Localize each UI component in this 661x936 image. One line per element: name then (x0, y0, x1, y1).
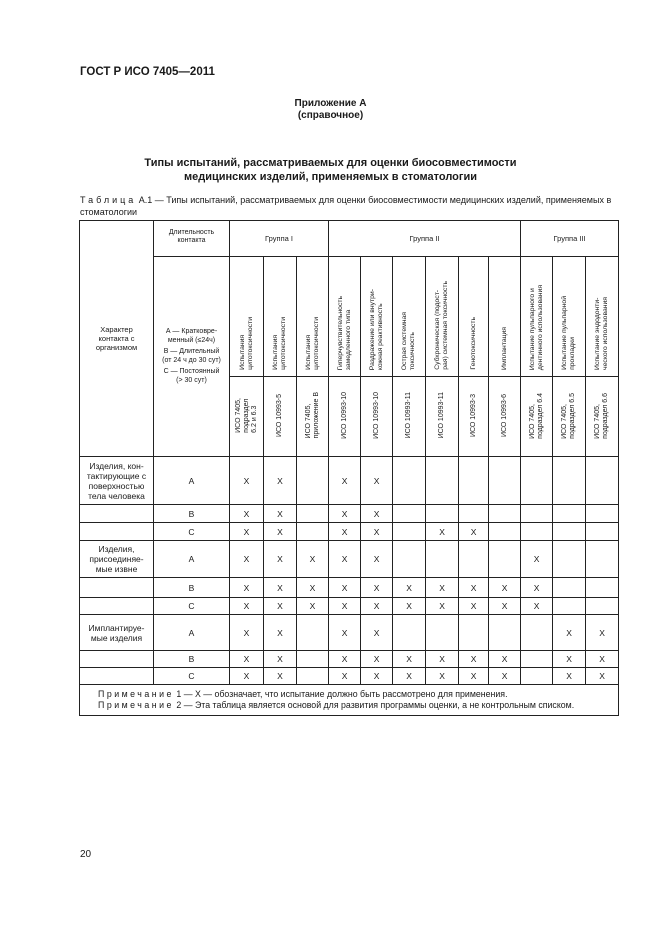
group-3-header: Группа III (521, 221, 619, 257)
table-row (80, 615, 619, 651)
table-row (80, 668, 619, 685)
test-applicability-cell (426, 505, 459, 523)
test-applicability-cell: X (329, 523, 361, 541)
duration-legend-a: А — Кратковре- менный (≤24ч) (165, 328, 218, 344)
caption-prefix: Таблица (80, 195, 137, 205)
test-applicability-cell (489, 505, 521, 523)
test-applicability-cell (553, 541, 586, 578)
test-applicability-cell (489, 615, 521, 651)
test-applicability-cell: X (361, 523, 393, 541)
test-applicability-cell: X (264, 615, 297, 651)
test-applicability-cell: X (361, 668, 393, 685)
test-applicability-cell (521, 668, 553, 685)
test-standard-ref: ИСО 10993-6 (489, 377, 521, 457)
test-name-header: Испытание пульпарного и дентинного использования (521, 257, 553, 377)
test-applicability-cell (553, 578, 586, 598)
test-applicability-cell: X (426, 523, 459, 541)
test-name-header: Испытание эндодонти- ческого использования (586, 257, 619, 377)
test-applicability-cell: X (264, 505, 297, 523)
page-number: 20 (80, 849, 92, 860)
table-row (80, 541, 619, 578)
test-applicability-cell (297, 668, 329, 685)
test-name-header: Гиперчувствительность замедленного типа (329, 257, 361, 377)
test-applicability-cell: X (230, 651, 264, 668)
duration-header: Длительность контакта (154, 221, 230, 257)
main-title (0, 156, 661, 184)
test-applicability-cell (459, 457, 489, 505)
test-applicability-cell (521, 615, 553, 651)
test-applicability-cell: X (230, 541, 264, 578)
test-applicability-cell: X (459, 578, 489, 598)
test-applicability-cell: X (586, 668, 619, 685)
duration-code: A (154, 615, 230, 651)
test-applicability-cell: X (329, 578, 361, 598)
test-applicability-cell: X (489, 651, 521, 668)
test-applicability-cell (521, 523, 553, 541)
table-row (80, 505, 619, 523)
empty-category-cell (80, 505, 154, 523)
test-applicability-cell: X (426, 598, 459, 615)
table-row (80, 578, 619, 598)
appendix-heading (0, 98, 661, 122)
test-applicability-cell: X (586, 615, 619, 651)
test-standard-ref: ИСО 7405, подраздел 6.5 (553, 377, 586, 457)
test-standard-ref: ИСО 10993-5 (264, 377, 297, 457)
duration-code: C (154, 668, 230, 685)
test-applicability-cell: X (521, 578, 553, 598)
duration-code: B (154, 578, 230, 598)
table-row (80, 457, 619, 505)
test-applicability-cell (521, 505, 553, 523)
test-applicability-cell (297, 505, 329, 523)
test-applicability-cell (553, 457, 586, 505)
test-name-header: Испытание пульпарной прокладки (553, 257, 586, 377)
test-applicability-cell (459, 541, 489, 578)
test-applicability-cell (459, 505, 489, 523)
test-applicability-cell (489, 457, 521, 505)
empty-category-cell (80, 523, 154, 541)
test-applicability-cell: X (230, 457, 264, 505)
test-applicability-cell: X (361, 541, 393, 578)
test-applicability-cell (426, 457, 459, 505)
test-applicability-cell (586, 541, 619, 578)
duration-legend-c: С — Постоянный (> 30 сут) (163, 368, 220, 384)
test-name-header: Испытания цитотоксичности (230, 257, 264, 377)
test-applicability-cell (586, 505, 619, 523)
test-applicability-cell: X (553, 668, 586, 685)
test-applicability-cell: X (426, 578, 459, 598)
test-applicability-cell (586, 578, 619, 598)
test-applicability-cell: X (361, 505, 393, 523)
test-applicability-cell: X (361, 578, 393, 598)
test-applicability-cell: X (361, 457, 393, 505)
duration-code: C (154, 523, 230, 541)
test-applicability-cell (553, 598, 586, 615)
contact-category-label: Изделия, кон- тактирующие с поверхностью тела человека (80, 457, 154, 505)
duration-legend (154, 257, 230, 457)
test-applicability-cell: X (329, 457, 361, 505)
test-applicability-cell: X (264, 651, 297, 668)
test-applicability-cell: X (264, 523, 297, 541)
group-1-header: Группа I (230, 221, 329, 257)
test-applicability-cell: X (329, 505, 361, 523)
test-applicability-cell (459, 615, 489, 651)
test-applicability-cell: X (459, 651, 489, 668)
test-applicability-cell: X (586, 651, 619, 668)
test-name-header: Имплантация (489, 257, 521, 377)
caption-text: А.1 — Типы испытаний, рассматриваемых для оценки биосовместимости медицинских изделий, применяемых в стоматологии (80, 195, 612, 217)
appendix-subtitle: (справочное) (297, 110, 364, 121)
test-applicability-cell: X (361, 651, 393, 668)
test-applicability-cell: X (361, 615, 393, 651)
test-applicability-cell: X (329, 651, 361, 668)
test-applicability-cell (586, 523, 619, 541)
test-applicability-cell: X (426, 668, 459, 685)
table-notes (80, 685, 619, 716)
group-2-header: Группа II (329, 221, 521, 257)
duration-legend-b: В — Длительный (от 24 ч до 30 сут) (162, 348, 221, 364)
table-row (80, 598, 619, 615)
duration-code: B (154, 505, 230, 523)
test-applicability-cell (297, 651, 329, 668)
test-name-header: Генотоксичность (459, 257, 489, 377)
test-applicability-cell (553, 523, 586, 541)
test-name-header: Испытания цитотоксичности (264, 257, 297, 377)
test-applicability-cell: X (393, 651, 426, 668)
test-applicability-cell: X (329, 598, 361, 615)
test-applicability-cell: X (264, 457, 297, 505)
test-applicability-cell: X (329, 615, 361, 651)
test-applicability-cell (393, 457, 426, 505)
test-applicability-cell (553, 505, 586, 523)
duration-code: A (154, 457, 230, 505)
test-name-header: Раздражение или внутри- кожная реактивность (361, 257, 393, 377)
table-caption (80, 195, 620, 218)
test-applicability-cell (297, 457, 329, 505)
test-applicability-cell: X (264, 598, 297, 615)
test-applicability-cell: X (297, 578, 329, 598)
notes-row (80, 685, 619, 716)
test-standard-ref: ИСО 10993-10 (329, 377, 361, 457)
test-standard-ref: ИСО 7405, подраздел 6.4 (521, 377, 553, 457)
test-applicability-cell: X (297, 598, 329, 615)
appendix-title: Приложение А (294, 98, 367, 109)
test-applicability-cell: X (230, 668, 264, 685)
test-applicability-cell (297, 615, 329, 651)
test-standard-ref: ИСО 7405, подраздел 6.6 (586, 377, 619, 457)
test-applicability-cell: X (393, 578, 426, 598)
table-row (80, 651, 619, 668)
empty-category-cell (80, 668, 154, 685)
test-standard-ref: ИСО 10993-10 (361, 377, 393, 457)
test-applicability-cell: X (329, 668, 361, 685)
test-types-table (79, 220, 619, 716)
test-applicability-cell: X (230, 505, 264, 523)
test-applicability-cell: X (553, 615, 586, 651)
test-applicability-cell (393, 541, 426, 578)
test-applicability-cell: X (459, 668, 489, 685)
test-applicability-cell: X (361, 598, 393, 615)
contact-category-label: Имплантируе- мые изделия (80, 615, 154, 651)
duration-code: C (154, 598, 230, 615)
test-applicability-cell: X (459, 523, 489, 541)
test-applicability-cell: X (230, 598, 264, 615)
test-applicability-cell: X (553, 651, 586, 668)
test-name-header: Испытания цитотоксичности (297, 257, 329, 377)
test-applicability-cell (489, 541, 521, 578)
test-applicability-cell (426, 541, 459, 578)
test-name-header: Субхроническая (подост- рая) системная токсичность (426, 257, 459, 377)
contact-character-header: Характер контакта с организмом (80, 221, 154, 457)
test-applicability-cell: X (230, 615, 264, 651)
test-applicability-cell (521, 651, 553, 668)
test-applicability-cell: X (489, 598, 521, 615)
test-applicability-cell (393, 615, 426, 651)
test-applicability-cell: X (393, 668, 426, 685)
duration-code: B (154, 651, 230, 668)
test-standard-ref: ИСО 7405, приложение В (297, 377, 329, 457)
test-applicability-cell (426, 615, 459, 651)
test-standard-ref: ИСО 7405, подраздел 6.2 и 6.3 (230, 377, 264, 457)
test-applicability-cell: X (521, 598, 553, 615)
test-applicability-cell (393, 523, 426, 541)
test-applicability-cell: X (329, 541, 361, 578)
empty-category-cell (80, 598, 154, 615)
table-row (80, 523, 619, 541)
test-applicability-cell (521, 457, 553, 505)
test-applicability-cell: X (264, 668, 297, 685)
test-applicability-cell (586, 598, 619, 615)
test-applicability-cell (393, 505, 426, 523)
empty-category-cell (80, 651, 154, 668)
test-applicability-cell (297, 523, 329, 541)
table-note: Примечание 2 — Эта таблица является основой для развития программы оценки, а не контрольным списком. (98, 700, 575, 710)
test-applicability-cell (489, 523, 521, 541)
test-applicability-cell: X (230, 523, 264, 541)
test-applicability-cell: X (521, 541, 553, 578)
test-applicability-cell: X (297, 541, 329, 578)
test-applicability-cell: X (459, 598, 489, 615)
test-applicability-cell: X (264, 578, 297, 598)
test-name-header: Острая системная токсичность (393, 257, 426, 377)
test-applicability-cell: X (489, 578, 521, 598)
test-applicability-cell (586, 457, 619, 505)
test-standard-ref: ИСО 10993-11 (426, 377, 459, 457)
document-header: ГОСТ Р ИСО 7405—2011 (80, 66, 215, 78)
test-applicability-cell: X (489, 668, 521, 685)
table-note: Примечание 1 — X — обозначает, что испытание должно быть рассмотрено для применения. (98, 689, 508, 699)
empty-category-cell (80, 578, 154, 598)
test-standard-ref: ИСО 10993-11 (393, 377, 426, 457)
contact-category-label: Изделия, присоединяе- мые извне (80, 541, 154, 578)
test-applicability-cell: X (426, 651, 459, 668)
test-applicability-cell: X (230, 578, 264, 598)
test-standard-ref: ИСО 10993-3 (459, 377, 489, 457)
test-applicability-cell: X (264, 541, 297, 578)
main-title-line-2: медицинских изделий, применяемых в стоматологии (183, 171, 478, 183)
duration-code: A (154, 541, 230, 578)
main-title-line-1: Типы испытаний, рассматриваемых для оценки биосовместимости (144, 157, 517, 169)
test-applicability-cell: X (393, 598, 426, 615)
